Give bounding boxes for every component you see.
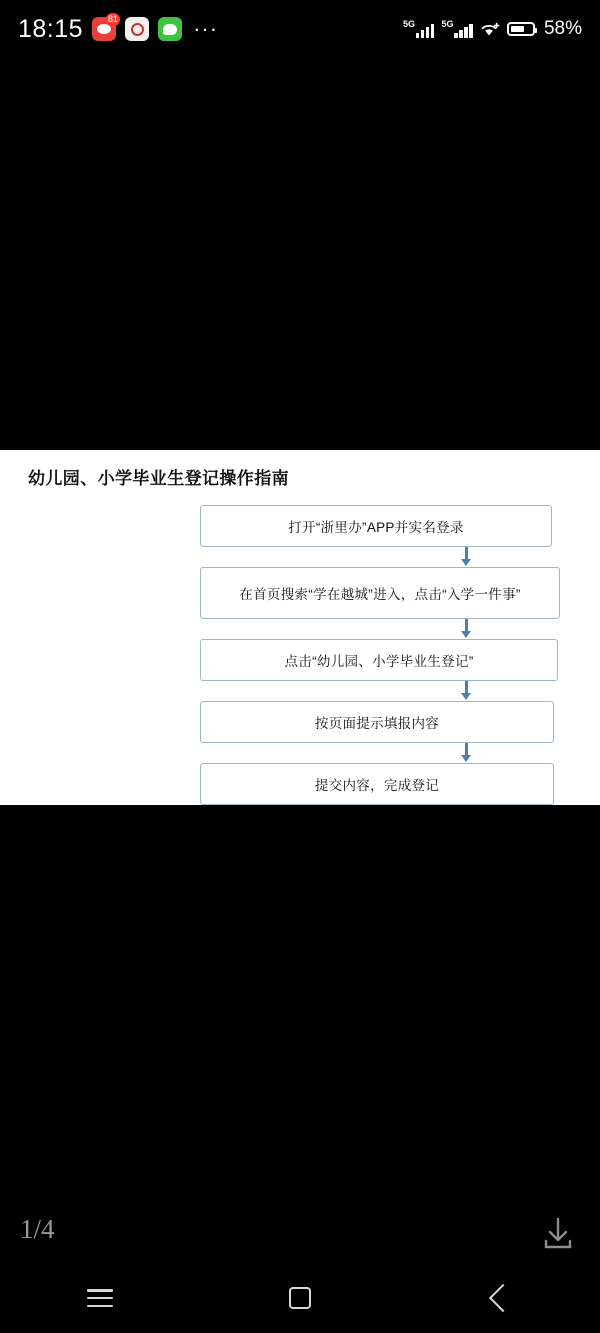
flow-step-1: 打开“浙里办”APP并实名登录 [200, 505, 552, 547]
recents-button[interactable] [40, 1263, 160, 1333]
document-page[interactable] [0, 450, 600, 805]
page-title: 幼儿园、小学毕业生登记操作指南 [28, 469, 289, 488]
flow-arrow-1 [200, 547, 560, 567]
status-bar [0, 0, 600, 58]
wechat-icon [158, 17, 182, 41]
wifi-icon [480, 21, 500, 37]
flow-step-2: 在首页搜索“学在越城”进入，点击“入学一件事” [200, 567, 560, 619]
flowchart [200, 505, 560, 805]
status-bar-right [403, 18, 582, 40]
camera-icon [125, 17, 149, 41]
weibo-badge: 81 [108, 14, 119, 24]
battery-icon [507, 22, 535, 36]
square-icon [289, 1287, 311, 1309]
signal-icon-2 [441, 20, 473, 38]
status-time: 18:15 [18, 14, 84, 43]
weibo-icon [92, 14, 119, 41]
menu-icon [87, 1289, 113, 1307]
flow-arrow-3 [200, 681, 560, 701]
flow-arrow-4 [200, 743, 560, 763]
page-indicator: 1/4 [20, 1214, 55, 1244]
battery-percent: 58% [543, 18, 582, 39]
flow-arrow-2 [200, 619, 560, 639]
network-label-1: 5G [402, 19, 415, 29]
flow-step-5: 提交内容，完成登记 [200, 763, 554, 805]
flow-step-4: 按页面提示填报内容 [200, 701, 554, 743]
system-navigation-bar [0, 1263, 600, 1333]
signal-icon-1 [403, 20, 435, 38]
network-label-2: 5G [441, 19, 454, 29]
download-icon[interactable] [538, 1213, 578, 1253]
flow-step-3: 点击“幼儿园、小学毕业生登记” [200, 639, 558, 681]
status-bar-left [18, 15, 218, 44]
chevron-left-icon [489, 1284, 517, 1312]
overflow-dots-icon: ··· [193, 16, 219, 41]
home-button[interactable] [240, 1263, 360, 1333]
back-button[interactable] [440, 1263, 560, 1333]
